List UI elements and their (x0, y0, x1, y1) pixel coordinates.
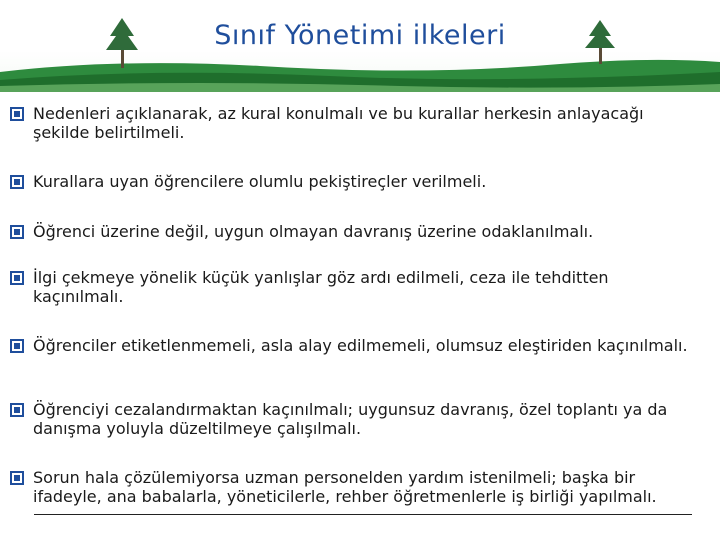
bottom-divider (34, 514, 692, 515)
checkbox-square-icon (10, 107, 24, 121)
checkbox-square-icon (10, 225, 24, 239)
slide-title: Sınıf Yönetimi ilkeleri (214, 20, 506, 51)
list-item (10, 222, 700, 241)
checkbox-square-icon (10, 403, 24, 417)
list-item (10, 104, 700, 142)
list-item (10, 268, 700, 306)
bullet-text: İlgi çekmeye yönelik küçük yanlışlar göz ardı edilmeli, ceza ile tehditten kaçınılmalı. (33, 268, 609, 306)
list-item (10, 468, 700, 506)
bullet-text: Öğrenci üzerine değil, uygun olmayan davranış üzerine odaklanılmalı. (33, 222, 594, 241)
slide-header (0, 0, 720, 92)
list-item (10, 336, 700, 355)
bullet-text: Kurallara uyan öğrencilere olumlu pekiştireçler verilmeli. (33, 172, 487, 191)
bullet-text: Sorun hala çözülemiyorsa uzman personelden yardım istenilmeli; başka bir ifadeyle, ana babalarla, yöneticilerle, rehber öğretmenlerle iş birliği yapılmalı. (33, 468, 657, 506)
checkbox-square-icon (10, 339, 24, 353)
checkbox-square-icon (10, 271, 24, 285)
checkbox-square-icon (10, 471, 24, 485)
bullet-text: Öğrenciler etiketlenmemeli, asla alay edilmemeli, olumsuz eleştiriden kaçınılmalı. (33, 336, 688, 355)
bullet-text: Öğrenciyi cezalandırmaktan kaçınılmalı; uygunsuz davranış, özel toplantı ya da danışma yoluyla düzeltilmeye çalışılmalı. (33, 400, 668, 438)
bullet-text: Nedenleri açıklanarak, az kural konulmalı ve bu kurallar herkesin anlayacağı şekilde belirtilmeli. (33, 104, 644, 142)
list-item (10, 400, 700, 438)
list-item (10, 172, 700, 191)
checkbox-square-icon (10, 175, 24, 189)
